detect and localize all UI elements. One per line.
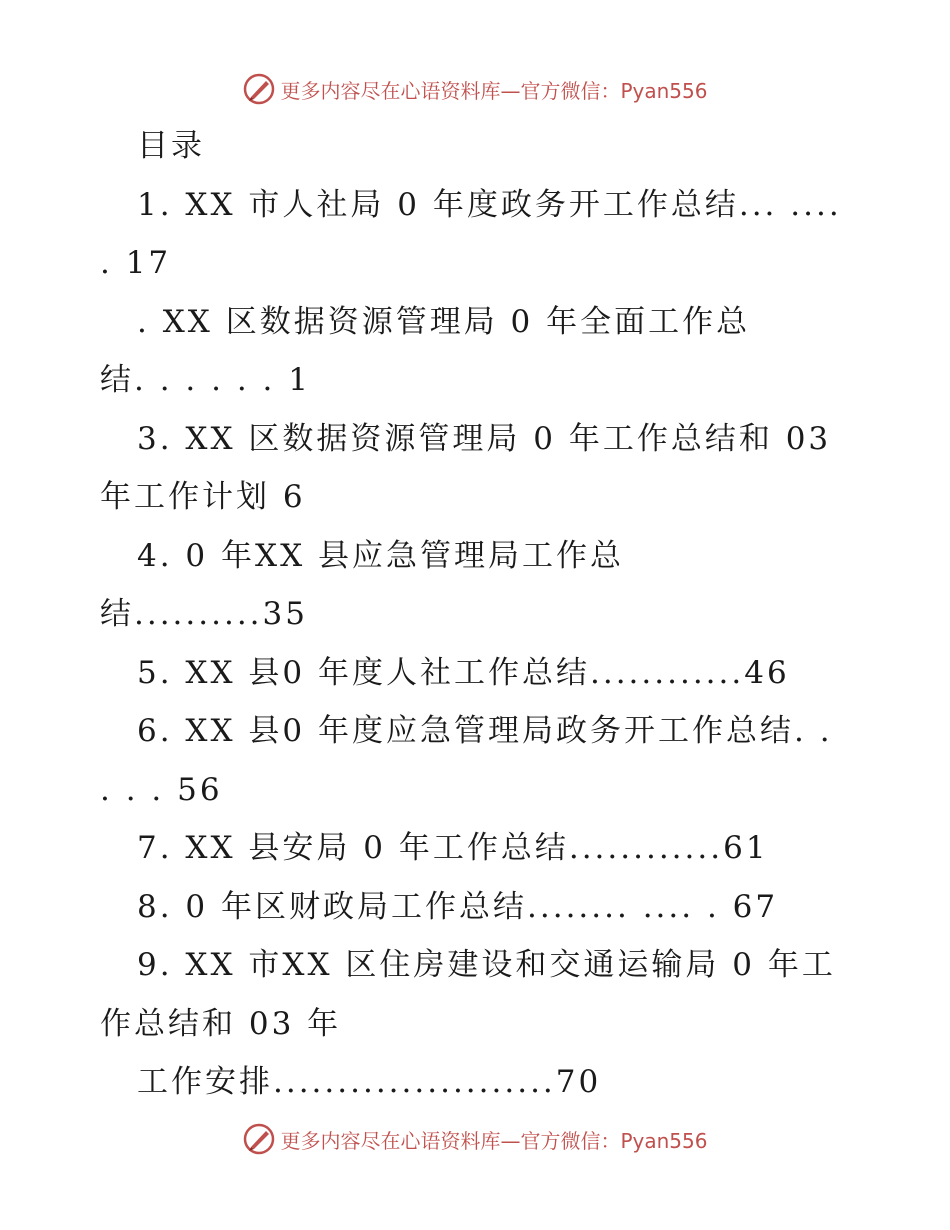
toc-line: 结..........35 <box>100 596 308 632</box>
toc-line: 6. XX 县0 年度应急管理局政务开工作总结. . <box>137 713 833 749</box>
toc-line: 作总结和 03 年 <box>100 1006 342 1042</box>
toc-line: 9. XX 市XX 区住房建设和交通运输局 0 年工 <box>137 947 836 983</box>
toc-line: . 17 <box>100 245 172 281</box>
toc-line: 工作安排......................70 <box>137 1064 602 1100</box>
toc-line: 4. 0 年XX 县应急管理局工作总 <box>137 538 624 574</box>
toc-line: 1. XX 市人社局 0 年度政务开工作总结... .... <box>137 187 842 223</box>
pen-logo-icon <box>242 72 276 106</box>
toc-line: 5. XX 县0 年度人社工作总结............46 <box>137 655 790 691</box>
footer-watermark <box>0 1122 950 1156</box>
toc-line: . XX 区数据资源管理局 0 年全面工作总 <box>137 304 751 340</box>
watermark-sub-text: —官方微信：Pyan556 <box>500 78 708 103</box>
pen-logo-icon <box>242 1122 276 1156</box>
header-watermark <box>0 72 950 106</box>
toc-line: 7. XX 县安局 0 年工作总结............61 <box>137 830 769 866</box>
toc-line: . . . 56 <box>100 772 223 808</box>
toc-line: 8. 0 年区财政局工作总结........ .... . 67 <box>137 889 779 925</box>
watermark-main-text: 更多内容尽在心语资料库 <box>280 78 501 103</box>
watermark-main-text: 更多内容尽在心语资料库 <box>280 1128 501 1153</box>
toc-line: 年工作计划 6 <box>100 479 306 515</box>
toc-heading: 目录 <box>137 128 205 164</box>
watermark-sub-text: —官方微信：Pyan556 <box>500 1128 708 1153</box>
toc-line: 结. . . . . . 1 <box>100 362 311 398</box>
toc-line: 3. XX 区数据资源管理局 0 年工作总结和 03 <box>137 421 832 457</box>
